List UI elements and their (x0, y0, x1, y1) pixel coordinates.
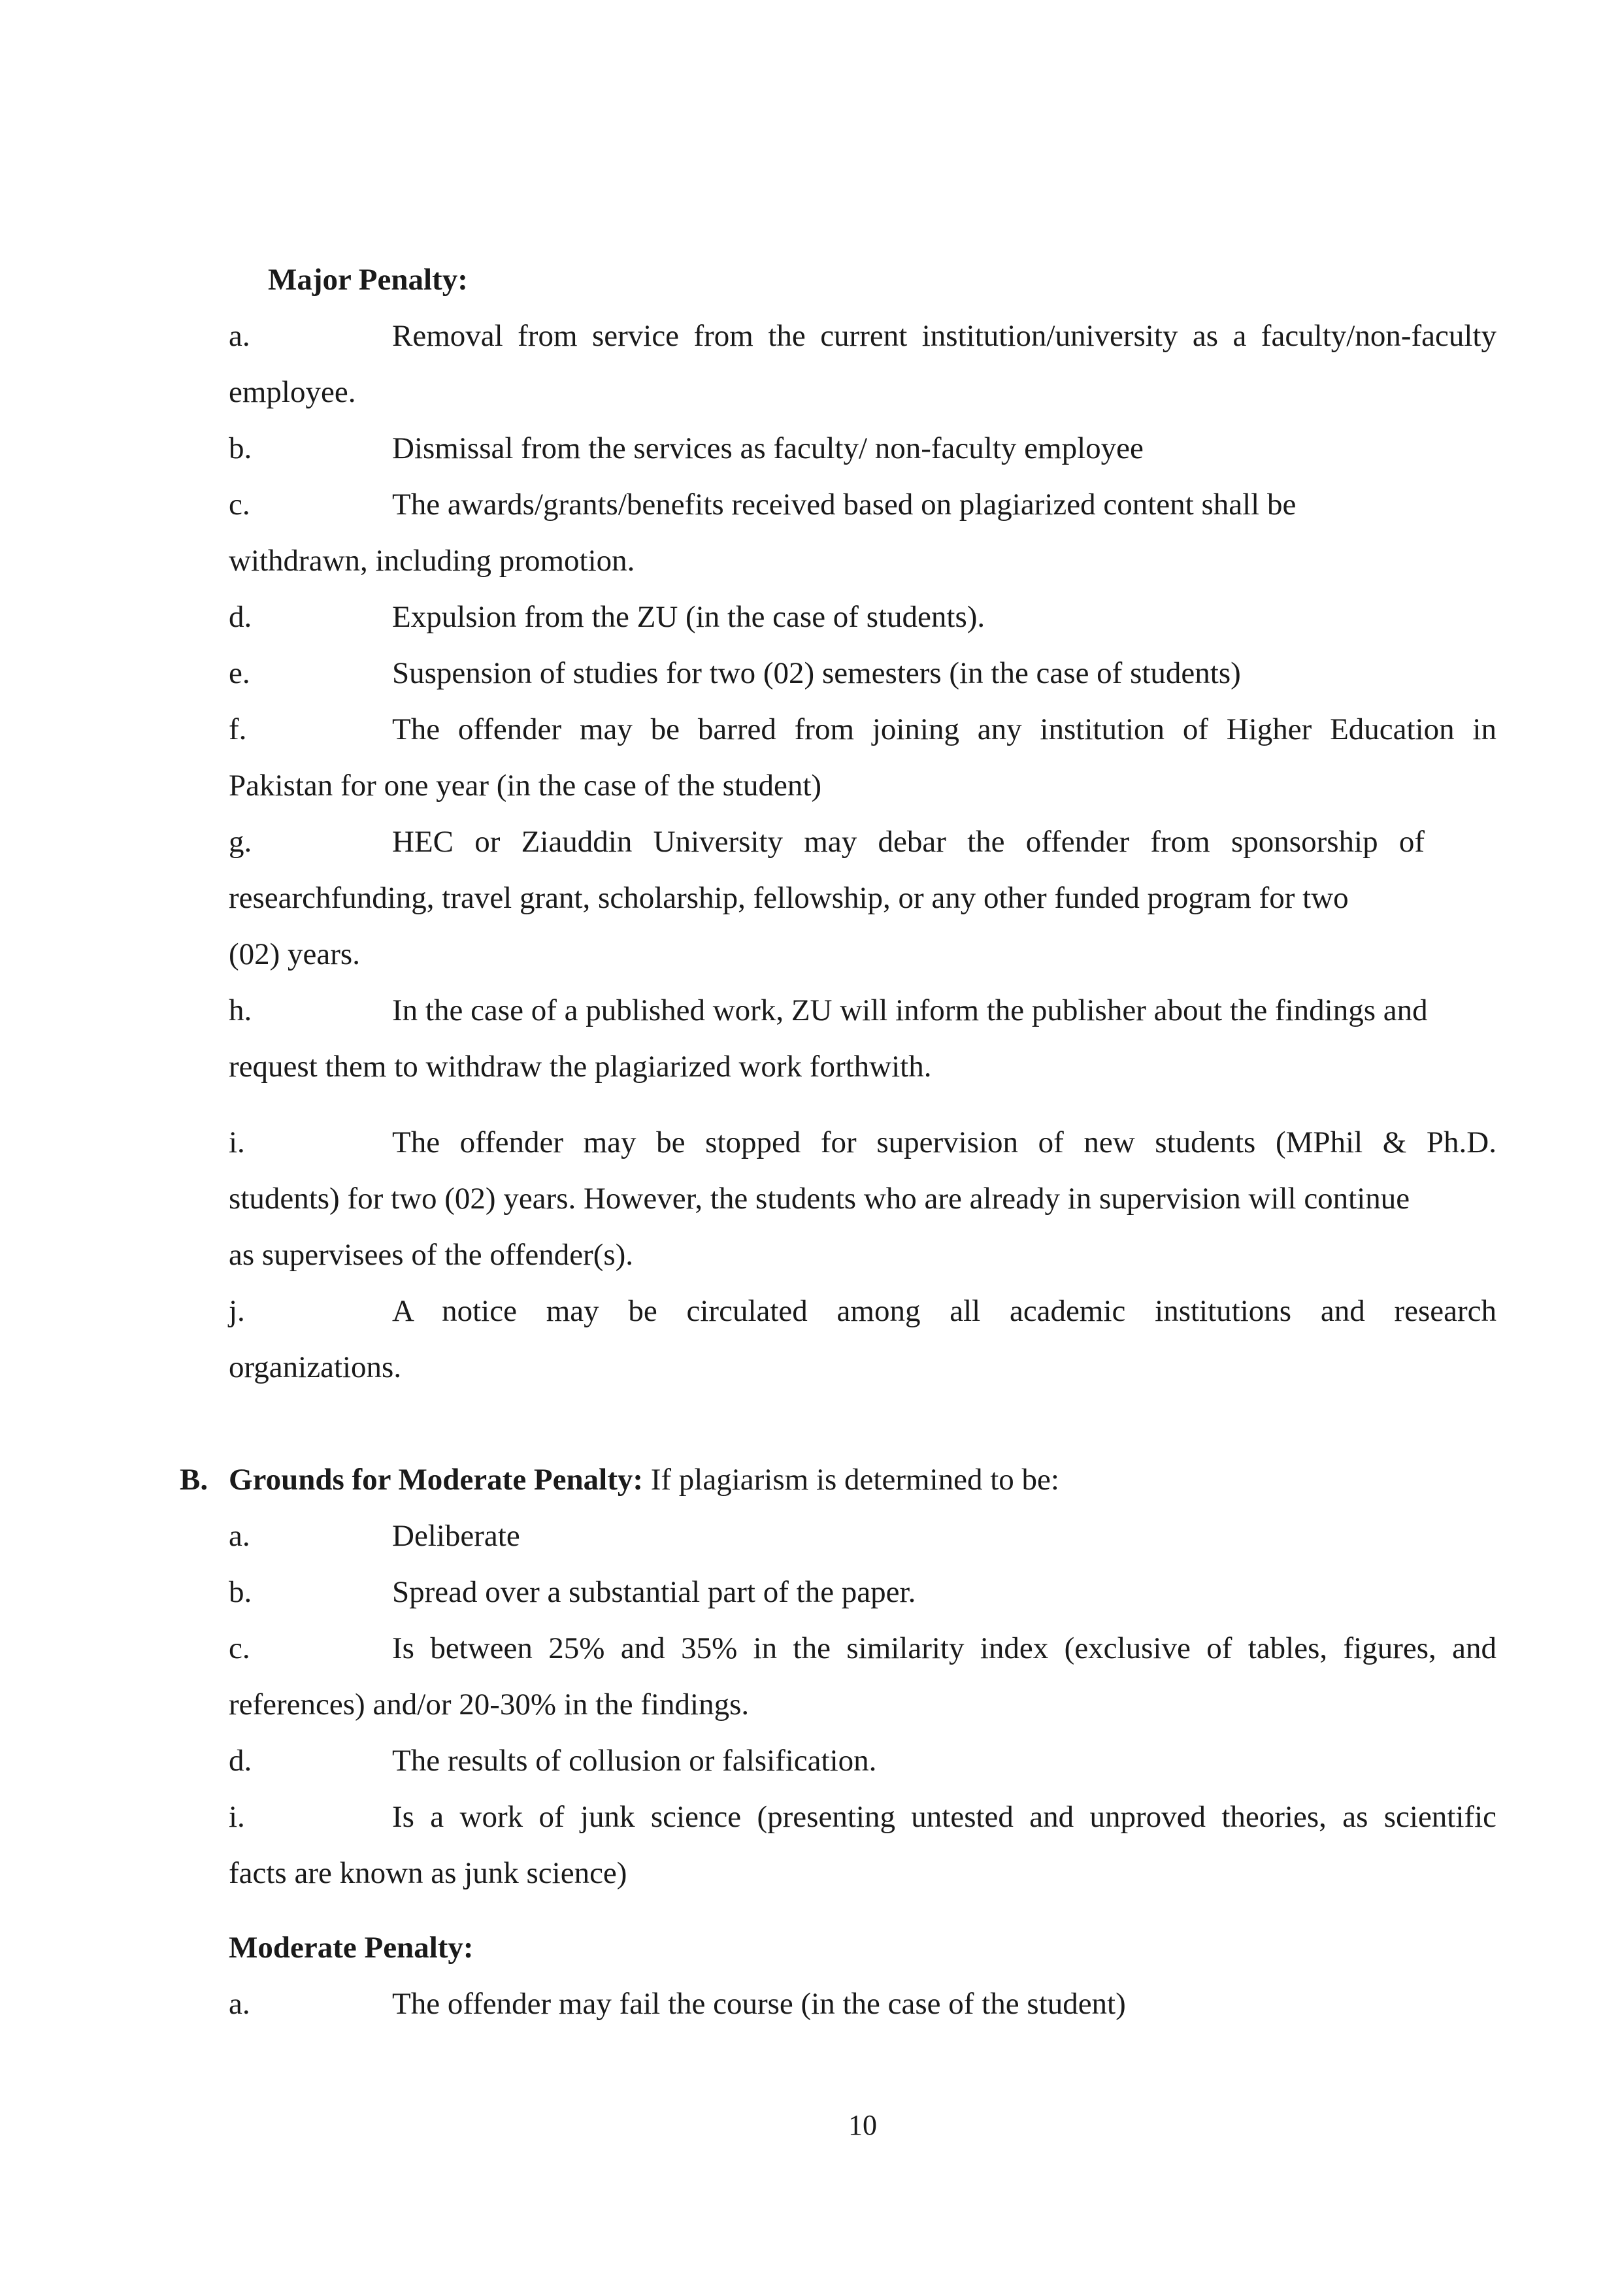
list-item-text: The awards/grants/benefits received based on plagiarized content shall be (392, 488, 1297, 522)
list-item-continuation: request them to withdraw the plagiarized work forthwith. (229, 1050, 932, 1084)
list-item-continuation: facts are known as junk science) (229, 1856, 627, 1890)
list-item-letter: a. (229, 1519, 250, 1553)
list-item-text: Is a work of junk science (presenting untested and unproved theories, as scientific (392, 1800, 1496, 1834)
list-item-continuation: researchfunding, travel grant, scholarship, fellowship, or any other funded program for two (229, 881, 1349, 915)
list-item-letter: c. (229, 1631, 250, 1665)
section-label: B. (180, 1463, 208, 1497)
list-item-text: In the case of a published work, ZU will inform the publisher about the findings and (392, 993, 1428, 1027)
list-item-letter: h. (229, 993, 252, 1027)
list-item-letter: f. (229, 712, 247, 746)
list-item-letter: i. (229, 1125, 245, 1159)
major-penalty-heading: Major Penalty: (268, 263, 468, 297)
list-item-text: A notice may be circulated among all academic institutions and research (392, 1294, 1496, 1328)
section-heading: Grounds for Moderate Penalty: (229, 1463, 643, 1497)
list-item-letter: d. (229, 1744, 252, 1778)
list-item-text: HEC or Ziauddin University may debar the offender from sponsorship of (392, 825, 1425, 859)
list-item-text: The offender may be barred from joining any institution of Higher Education in (392, 712, 1496, 746)
list-item-text: Dismissal from the services as faculty/ non-faculty employee (392, 431, 1144, 465)
list-item-letter: i. (229, 1800, 245, 1834)
list-item-continuation: (02) years. (229, 937, 360, 971)
list-item-text: The offender may be stopped for supervision of new students (MPhil & Ph.D. (392, 1125, 1496, 1159)
list-item-text: The results of collusion or falsification. (392, 1744, 877, 1778)
list-item-letter: j. (229, 1294, 245, 1328)
list-item-text: The offender may fail the course (in the case of the student) (392, 1987, 1126, 2021)
page-number: 10 (848, 2109, 877, 2141)
list-item-text: Expulsion from the ZU (in the case of students). (392, 600, 985, 634)
list-item-continuation: students) for two (02) years. However, the students who are already in supervision will continue (229, 1182, 1410, 1216)
list-item-text: Removal from service from the current institution/university as a faculty/non-faculty (392, 319, 1496, 353)
list-item-letter: a. (229, 319, 250, 353)
list-item-letter: b. (229, 1575, 252, 1609)
list-item-letter: c. (229, 488, 250, 522)
list-item-letter: a. (229, 1987, 250, 2021)
moderate-penalty-heading: Moderate Penalty: (229, 1931, 474, 1965)
list-item-continuation: organizations. (229, 1350, 402, 1384)
list-item-text: Suspension of studies for two (02) semesters (in the case of students) (392, 656, 1241, 690)
list-item-continuation: employee. (229, 375, 356, 409)
list-item-text: Is between 25% and 35% in the similarity index (exclusive of tables, figures, and (392, 1631, 1496, 1665)
list-item-continuation: Pakistan for one year (in the case of the student) (229, 769, 822, 803)
list-item-continuation: withdrawn, including promotion. (229, 544, 635, 578)
list-item-continuation: as supervisees of the offender(s). (229, 1238, 634, 1272)
list-item-text: Deliberate (392, 1519, 520, 1553)
list-item-letter: g. (229, 825, 252, 859)
list-item-continuation: references) and/or 20-30% in the findings. (229, 1688, 750, 1722)
list-item-letter: d. (229, 600, 252, 634)
section-heading-line (229, 1460, 1496, 1499)
section-intro: If plagiarism is determined to be: (643, 1463, 1059, 1497)
list-item-letter: e. (229, 656, 250, 690)
list-item-text: Spread over a substantial part of the paper. (392, 1575, 916, 1609)
list-item-letter: b. (229, 431, 252, 465)
